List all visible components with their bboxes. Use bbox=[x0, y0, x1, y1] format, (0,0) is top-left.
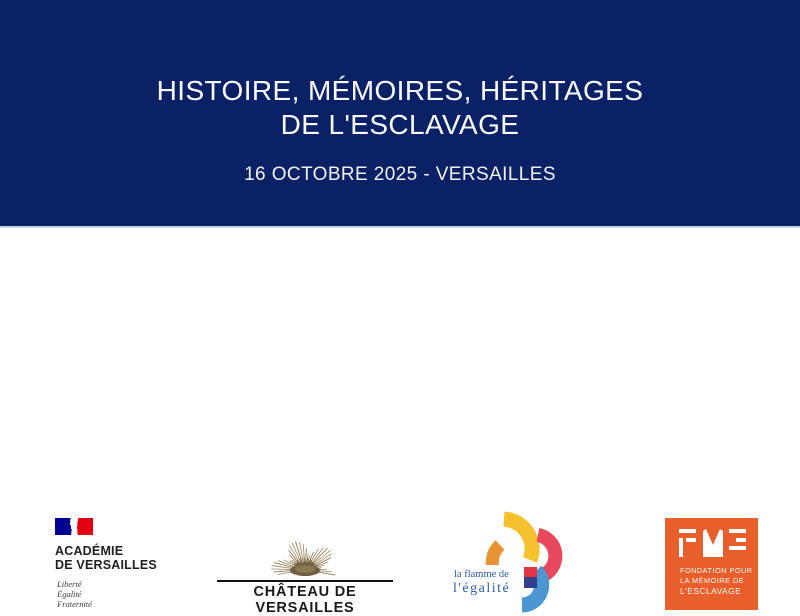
logo-band bbox=[0, 230, 800, 450]
flamme-text-line1: la flamme de bbox=[454, 569, 509, 580]
flamme-text-line2: l'égalité bbox=[453, 581, 510, 596]
logo-academie-versailles bbox=[55, 518, 185, 609]
logo-chateau-versailles bbox=[215, 529, 395, 616]
academie-motto bbox=[55, 579, 185, 609]
motto-fraternite: Fraternité bbox=[57, 599, 185, 609]
academie-name-line2: DE VERSAILLES bbox=[55, 558, 185, 572]
fme-text-line3: L'ESCLAVAGE bbox=[680, 586, 741, 596]
fme-text-line1: FONDATION POUR bbox=[680, 566, 753, 575]
slide-title-line2: DE L'ESCLAVAGE bbox=[0, 108, 800, 142]
chateau-rule bbox=[217, 580, 393, 582]
chateau-label: CHÂTEAU DE VERSAILLES bbox=[215, 584, 395, 616]
french-flag-icon bbox=[55, 518, 93, 535]
motto-egalite: Égalité bbox=[57, 589, 185, 599]
logo-fme bbox=[665, 518, 758, 610]
slide-subtitle: 16 OCTOBRE 2025 - VERSAILLES bbox=[0, 164, 800, 186]
sunburst-icon bbox=[240, 529, 370, 575]
logo-flamme-egalite bbox=[450, 515, 560, 615]
academie-name-line1: ACADÉMIE bbox=[55, 544, 185, 558]
title-banner bbox=[0, 0, 800, 228]
slide-title bbox=[0, 74, 800, 142]
slide-title-line1: HISTOIRE, MÉMOIRES, HÉRITAGES bbox=[0, 74, 800, 108]
motto-liberte: Liberté bbox=[57, 579, 185, 589]
fme-text-line2: LA MÉMOIRE DE bbox=[680, 576, 744, 585]
academie-name bbox=[55, 544, 185, 572]
